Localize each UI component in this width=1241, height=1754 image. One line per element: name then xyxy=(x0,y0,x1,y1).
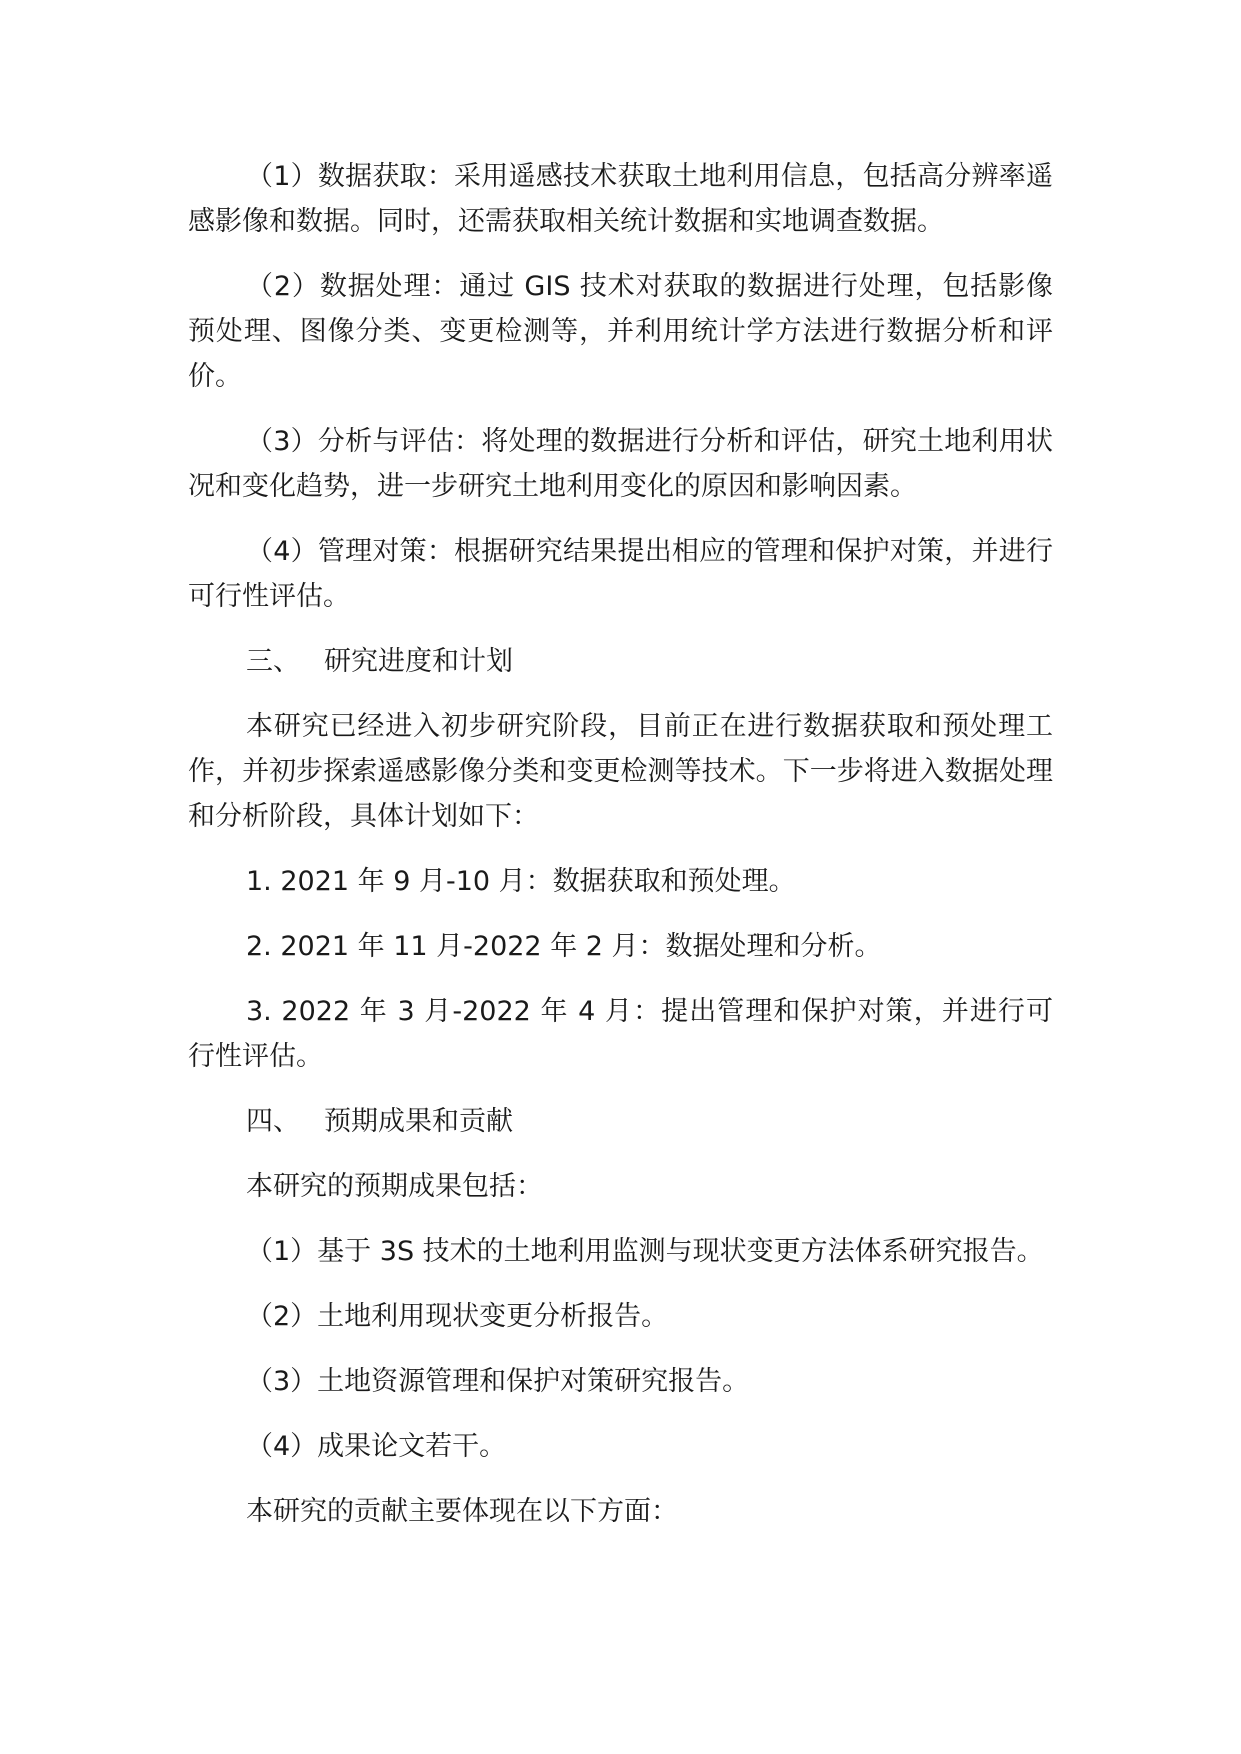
paragraph-progress-intro: 本研究已经进入初步研究阶段，目前正在进行数据获取和预处理工作，并初步探索遥感影像分类和变更检测等技术。下一步将进入数据处理和分析阶段，具体计划如下： xyxy=(188,711,1053,832)
section-number: 四、 xyxy=(246,1106,300,1137)
section-heading-three xyxy=(188,639,1053,684)
section-number: 三、 xyxy=(246,646,300,677)
paragraph-contributions-intro: 本研究的贡献主要体现在以下方面： xyxy=(246,1496,678,1527)
plan-item-2: 2. 2021 年 11 月-2022 年 2 月：数据处理和分析。 xyxy=(246,931,882,962)
result-item-3: （3）土地资源管理和保护对策研究报告。 xyxy=(246,1366,750,1397)
result-item-2: （2）土地利用现状变更分析报告。 xyxy=(246,1301,669,1332)
section-title: 研究进度和计划 xyxy=(324,646,513,677)
document-page xyxy=(188,154,1053,1554)
paragraph-management-measures: （4）管理对策：根据研究结果提出相应的管理和保护对策，并进行可行性评估。 xyxy=(188,536,1053,612)
section-title: 预期成果和贡献 xyxy=(324,1106,513,1137)
section-heading-four xyxy=(188,1099,1053,1144)
result-item-1: （1）基于 3S 技术的土地利用监测与现状变更方法体系研究报告。 xyxy=(246,1236,1044,1267)
result-item-4: （4）成果论文若干。 xyxy=(246,1431,507,1462)
plan-item-1: 1. 2021 年 9 月-10 月：数据获取和预处理。 xyxy=(246,866,796,897)
paragraph-data-processing: （2）数据处理：通过 GIS 技术对获取的数据进行处理，包括影像预处理、图像分类、变更检测等，并利用统计学方法进行数据分析和评价。 xyxy=(188,271,1053,392)
paragraph-data-acquisition: （1）数据获取：采用遥感技术获取土地利用信息，包括高分辨率遥感影像和数据。同时，还需获取相关统计数据和实地调查数据。 xyxy=(188,161,1053,237)
paragraph-analysis-evaluation: （3）分析与评估：将处理的数据进行分析和评估，研究土地利用状况和变化趋势，进一步研究土地利用变化的原因和影响因素。 xyxy=(188,426,1053,502)
plan-item-3: 3. 2022 年 3 月-2022 年 4 月：提出管理和保护对策，并进行可行性评估。 xyxy=(188,996,1053,1072)
paragraph-expected-results-intro: 本研究的预期成果包括： xyxy=(246,1171,543,1202)
